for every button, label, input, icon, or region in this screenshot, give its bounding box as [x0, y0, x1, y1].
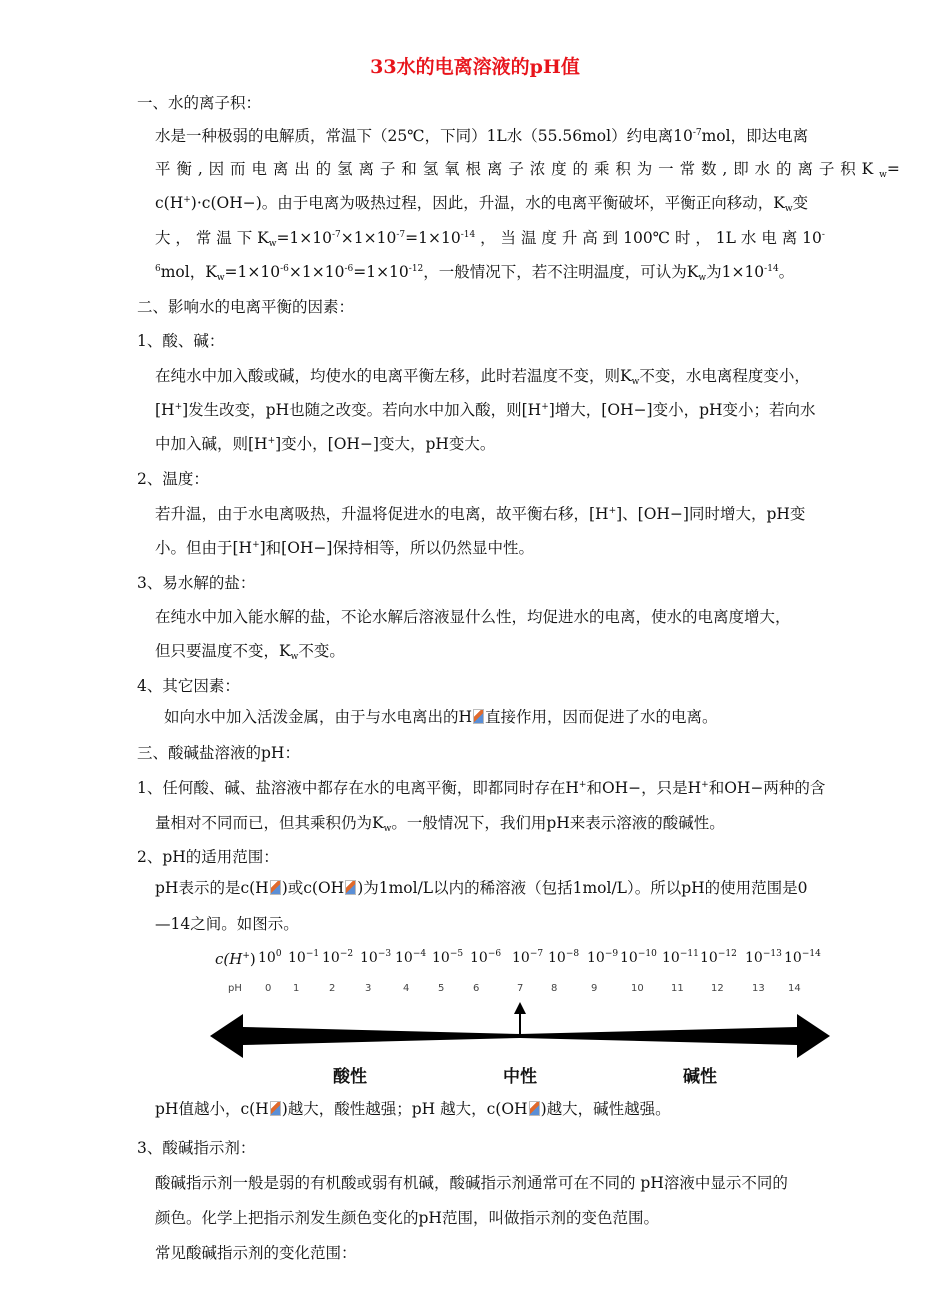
ph-tick: 2: [329, 983, 336, 994]
s1-line2-char: 平: [155, 160, 171, 178]
section3-heading: 三、酸碱盐溶液的pH：: [137, 744, 300, 762]
conc-tick: $10^{-11}$: [662, 949, 699, 966]
conc-tick: $10^{-3}$: [360, 949, 392, 966]
s2-h2-line1: 若升温，由于水电离吸热，升温将促进水的电离，故平衡右移，[H+]、[OH−]同时增大，pH变: [155, 505, 806, 523]
ph-tick: 13: [752, 983, 765, 994]
s2-h4-line1: 如向水中加入活泼金属，由于与水电离出的H 直接作用，因而促进了水的电离。: [164, 708, 718, 726]
conc-tick: $10^{-8}$: [548, 949, 580, 966]
after-figure-line: pH值越小，c(H )越大，酸性越强；pH 越大，c(OH )越大，碱性越强。: [155, 1100, 671, 1118]
s2-h3: 3、易水解的盐：: [137, 574, 256, 592]
s1-line2-char: 离: [797, 160, 813, 178]
conc-tick: $10^{-10}$: [620, 949, 657, 966]
conc-tick: $10^{-1}$: [288, 949, 320, 966]
ph-tick: 4: [403, 983, 410, 994]
ph-tick: 12: [711, 983, 724, 994]
s1-line2-char: 乘: [593, 160, 610, 178]
s1-line1: 水是一种极弱的电解质，常温下（25℃，下同）1L水（55.56mol）约电离$10^{-7}mol$，即达电离: [155, 127, 809, 145]
s1-line2-char: 子: [818, 160, 835, 178]
conc-tick: $10^{-4}$: [395, 949, 427, 966]
ph-tick: 5: [438, 983, 445, 994]
s1-line2-char: 为: [636, 160, 653, 178]
s1-line2-char: 的: [776, 160, 792, 178]
ph-tick: 14: [788, 983, 801, 994]
ph-tick: 11: [671, 983, 684, 994]
page-title: 33水的电离溶液的pH值: [370, 56, 580, 78]
conc-tick: $10^0$: [258, 949, 282, 966]
s1-line2-char: 的: [572, 160, 589, 178]
s1-line2-tail: $_w$=: [879, 160, 900, 180]
s1-line2-char: 水: [754, 160, 771, 178]
ph-tick: 1: [293, 983, 300, 994]
s1-line2-char: ,: [722, 160, 728, 178]
broken-image-icon: [270, 1101, 281, 1116]
s3-h2-line1: pH表示的是c(H )或c(OH )为1mol/L以内的稀溶液（包括1mol/L）。所以pH的使用范围是0: [155, 879, 808, 897]
s2-h1-line3: 中加入碱，则[H+]变小，[OH−]变大，pH变大。: [155, 435, 496, 453]
conc-tick: $10^{-5}$: [432, 949, 464, 966]
s1-line2-char: 一: [658, 160, 674, 178]
s1-line2-char: 的: [315, 160, 332, 178]
ph-axis-label: pH: [228, 983, 242, 994]
s3-h3-line2: 颜色。化学上把指示剂发生颜色变化的pH范围，叫做指示剂的变色范围。: [155, 1209, 659, 1227]
s1-line2-char: 离: [272, 160, 289, 178]
s1-line2-char: 离: [358, 160, 374, 178]
s1-line2-char: ,: [197, 160, 203, 178]
s1-line2: [155, 159, 900, 179]
broken-image-icon: [473, 709, 484, 724]
conc-tick: $10^{-6}$: [470, 949, 502, 966]
conc-tick: $10^{-7}$: [512, 949, 544, 966]
s3-h3: 3、酸碱指示剂：: [137, 1139, 256, 1157]
ph-tick: 3: [365, 983, 372, 994]
ph-tick: 7: [517, 983, 524, 994]
s3-h2-line2: —14之间。如图示。: [155, 915, 299, 933]
broken-image-icon: [529, 1101, 540, 1116]
s1-line5: $^6$mol，$K_w=1\times 10^{-6}\times 1\times 10^{-6}=1\times 10^{-12}$，一般情况下，若不注明温度，可认为$K_w$为$1\times 10^{-14}$。: [155, 263, 795, 283]
s1-line2-char: 浓: [529, 160, 546, 178]
s2-h1-line2: [H+]发生改变，pH也随之改变。若向水中加入酸，则[H+]增大，[OH−]变小，pH变小；若向水: [155, 401, 816, 419]
ph-arrow-graphic: [205, 1000, 835, 1060]
acidic-label: 酸性: [333, 1067, 367, 1087]
s2-h1-line1: 在纯水中加入酸或碱，均使水的电离平衡左移，此时若温度不变，则$K_w$不变，水电离程度变小，: [155, 367, 810, 387]
basic-label: 碱性: [683, 1067, 717, 1087]
ph-tick: 6: [473, 983, 480, 994]
conc-tick: $10^{-14}$: [784, 949, 821, 966]
conc-tick: $10^{-2}$: [322, 949, 354, 966]
ph-tick: 10: [631, 983, 644, 994]
ph-tick: 8: [551, 983, 558, 994]
s2-h3-line2: 但只要温度不变，$K_w$不变。: [155, 642, 345, 662]
conc-tick: $10^{-13}$: [745, 949, 782, 966]
s1-line2-char: 因: [208, 160, 225, 178]
s3-h1-line2: 量相对不同而已，但其乘积仍为$K_w$。一般情况下，我们用pH来表示溶液的酸碱性。: [155, 814, 725, 834]
conc-label: c(H+): [215, 950, 256, 968]
s2-h2-line2: 小。但由于[H+]和[OH−]保持相等，所以仍然显中性。: [155, 539, 534, 557]
s3-h2: 2、pH的适用范围：: [137, 848, 279, 866]
s1-line2-char: 即: [733, 160, 749, 178]
s1-line3: c(H+)·c(OH−)。由于电离为吸热过程，因此，升温，水的电离平衡破坏，平衡正向移动，$K_w$变: [155, 194, 809, 214]
ph-tick: 0: [265, 983, 272, 994]
s2-h3-line1: 在纯水中加入能水解的盐，不论水解后溶液显什么性，均促进水的电离，使水的电离度增大，: [155, 608, 791, 626]
s3-h3-line3: 常见酸碱指示剂的变化范围：: [155, 1244, 357, 1262]
broken-image-icon: [345, 880, 356, 895]
s1-line2-char: 子: [508, 160, 524, 178]
s1-line2-char: 离: [486, 160, 503, 178]
s1-line2-char: 常: [679, 160, 696, 178]
s1-line2-char: 氢: [337, 160, 353, 178]
s2-h2: 2、温度：: [137, 470, 209, 488]
broken-image-icon: [270, 880, 281, 895]
conc-tick: $10^{-12}$: [700, 949, 737, 966]
s1-line4: 大 ， 常 温 下 $K_w=1\times 10^{-7}\times 1\times 10^{-7}=1\times 10^{-14}$ ， 当 温 度 升 高 到 100℃ 时 ， 1L 水 电 离 10-: [155, 229, 825, 249]
ph-tick: 9: [591, 983, 598, 994]
s1-line2-char: 氢: [422, 160, 439, 178]
section2-heading: 二、影响水的电离平衡的因素：: [137, 298, 355, 316]
s1-line2-char: 度: [551, 160, 567, 178]
s1-line2-char: 积: [840, 160, 856, 178]
s1-line2-char: 而: [230, 160, 246, 178]
s1-line2-char: 数: [700, 160, 717, 178]
conc-tick: $10^{-9}$: [587, 949, 619, 966]
neutral-label: 中性: [503, 1067, 537, 1087]
s1-line2-char: 出: [294, 160, 310, 178]
s1-line2-char: 根: [465, 160, 482, 178]
s1-line2-char: 积: [615, 160, 631, 178]
s1-line2-char: 和: [401, 160, 417, 178]
s1-line2-char: 氧: [444, 160, 460, 178]
s1-line2-char: K: [861, 160, 874, 178]
s1-line2-char: 衡: [176, 160, 192, 178]
s3-h1-line1: 1、任何酸、碱、盐溶液中都存在水的电离平衡，即都同时存在H+和OH−，只是H+和OH−两种的含: [137, 779, 826, 797]
s2-h4: 4、其它因素：: [137, 677, 240, 695]
s3-h3-line1: 酸碱指示剂一般是弱的有机酸或弱有机碱，酸碱指示剂通常可在不同的 pH溶液中显示不同的: [155, 1174, 788, 1192]
section1-heading: 一、水的离子积：: [137, 94, 262, 112]
s1-line2-char: 电: [251, 160, 267, 178]
s2-h1: 1、酸、碱：: [137, 332, 225, 350]
s1-line2-char: 子: [379, 160, 396, 178]
